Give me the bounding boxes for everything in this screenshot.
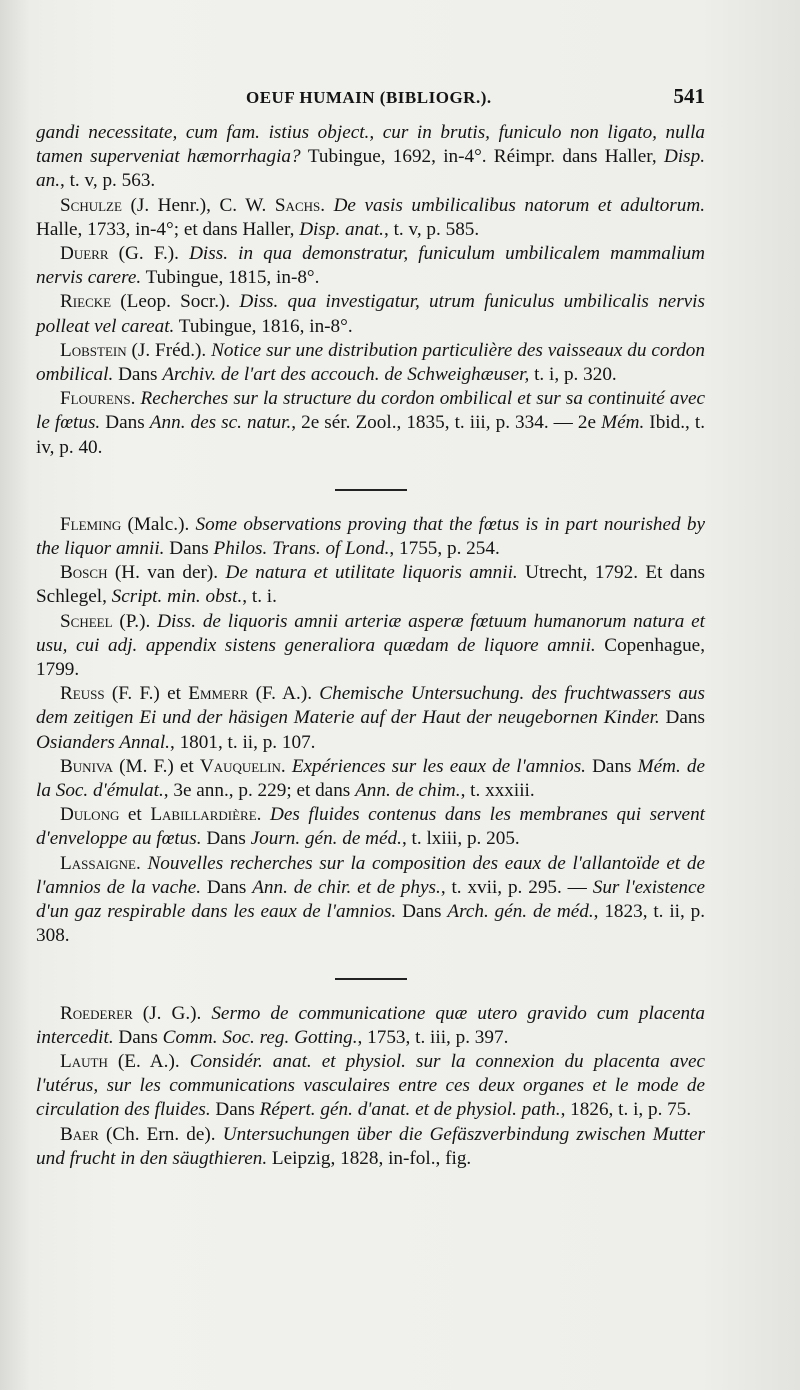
- citation-text: (J. G.).: [132, 1002, 212, 1024]
- citation-text: (F. A.).: [248, 683, 320, 705]
- title-text: Philos. Trans. of Lond.: [213, 538, 390, 560]
- bibliography-entry: [36, 1050, 705, 1123]
- author-name: Schulze: [60, 194, 122, 216]
- citation-text: Tubingue, 1815, in-8°.: [141, 267, 320, 289]
- author-name: Bosch: [60, 562, 108, 584]
- running-head: OEUF HUMAIN (BIBLIOGR.).: [246, 88, 492, 107]
- bibliography-entry: [36, 194, 705, 242]
- title-text: Sermo de communicatione quæ utero gravido cum placenta intercedit.: [36, 1002, 705, 1048]
- citation-text: (J. Henr.), C. W.: [121, 194, 275, 216]
- citation-text: , t. v, p. 585.: [383, 218, 480, 240]
- bibliography-entry: [36, 339, 705, 387]
- title-text: Some observations proving that the fœtus is in part nourished by the liquor amnii.: [36, 513, 705, 560]
- title-text: De vasis umbilicalibus natorum et adultorum.: [333, 194, 706, 216]
- author-name: Baer: [60, 1123, 99, 1145]
- author-name: Fleming: [60, 513, 122, 535]
- citation-text: Dans: [201, 876, 253, 898]
- citation-text: Dans: [659, 707, 705, 729]
- citation-text: , 3e ann., p. 229; et dans: [163, 780, 356, 802]
- section-divider: [335, 978, 407, 980]
- citation-text: (H. van der).: [107, 562, 226, 584]
- citation-text: , 1755, p. 254.: [389, 538, 500, 560]
- title-text: Mém. de la Soc. d'émulat.: [36, 755, 705, 802]
- bibliography-entry: [36, 242, 705, 290]
- author-name: Roederer: [60, 1002, 133, 1024]
- title-text: Script. min. obst.: [111, 586, 243, 608]
- citation-text: Dans: [201, 828, 251, 850]
- author-name: Reuss: [60, 683, 105, 705]
- citation-text: Tubingue, 1816, in-8°.: [174, 315, 353, 337]
- citation-text: , t. i.: [242, 586, 277, 608]
- citation-text: , 2e sér. Zool., 1835, t. iii, p. 334. — 2e: [291, 412, 602, 434]
- title-text: Ann. de chim.: [355, 780, 461, 802]
- title-text: Nouvelles recherches sur la composition des eaux de l'allantoïde et de l'amnios de la vache.: [36, 852, 706, 898]
- citation-text: (Leop. Socr.).: [111, 291, 240, 313]
- title-text: Diss. in qua demonstratur, funiculum umbilicalem mammalium nervis carere.: [36, 243, 705, 289]
- title-text: Des fluides contenus dans les membranes qui servent d'enveloppe au fœtus.: [36, 804, 705, 850]
- citation-text: Leipzig, 1828, in-fol., fig.: [267, 1147, 472, 1169]
- title-text: Ann. des sc. natur.: [149, 412, 292, 434]
- citation-text: , t. xxxiii.: [460, 780, 535, 802]
- citation-text: t. i, p. 320.: [529, 364, 617, 386]
- bibliography-entry: [36, 755, 705, 803]
- citation-text: (M. F.) et: [113, 755, 200, 777]
- title-text: Ann. de chir. et de phys.: [252, 876, 441, 898]
- author-name: Duerr: [60, 243, 109, 265]
- citation-text: (J. Fréd.).: [126, 339, 212, 361]
- author-name: Lobstein: [60, 339, 127, 361]
- bibliography-entry: [36, 852, 705, 949]
- author-name: Vauquelin: [199, 755, 281, 777]
- author-name: Lassaigne: [60, 852, 137, 874]
- citation-text: Halle, 1733, in-4°; et dans Haller,: [36, 218, 300, 240]
- author-name: Buniva: [60, 755, 114, 777]
- title-text: Untersuchungen über die Gefäszverbindung zwischen Mutter und frucht in den säugthieren.: [36, 1123, 705, 1169]
- author-name: Labillardière: [150, 804, 257, 826]
- author-name: Lauth: [60, 1050, 108, 1072]
- author-name: Dulong: [60, 804, 120, 826]
- title-text: Disp. an.: [36, 146, 706, 192]
- title-text: Diss. qua investigatur, utrum funiculus umbilicalis nervis polleat vel careat.: [36, 291, 705, 337]
- bibliography-group: [36, 121, 705, 460]
- citation-text: , 1753, t. iii, p. 397.: [357, 1026, 509, 1048]
- bibliography-entry: [36, 290, 705, 338]
- citation-text: .: [130, 388, 141, 410]
- citation-text: (Malc.).: [121, 513, 196, 535]
- citation-text: Dans: [585, 755, 638, 777]
- title-text: Osianders Annal.: [36, 731, 170, 753]
- bibliography-entry: [36, 387, 705, 460]
- title-text: Mém.: [601, 412, 645, 434]
- bibliography-entry: [36, 513, 705, 561]
- bibliography-entry: [36, 682, 705, 755]
- section-divider: [335, 489, 407, 491]
- title-text: Arch. gén. de méd.: [447, 901, 594, 923]
- title-text: Disp. anat.: [299, 218, 384, 240]
- citation-text: Ibid., t. iv, p. 40.: [36, 412, 705, 458]
- title-text: Recherches sur la structure du cordon ombilical et sur sa continuité avec le fœtus.: [36, 388, 706, 434]
- citation-text: .: [320, 194, 334, 216]
- citation-text: (E. A.).: [107, 1050, 190, 1072]
- bibliography-entry: [36, 561, 705, 609]
- citation-text: Dans: [113, 1026, 163, 1048]
- page-number: 541: [673, 84, 705, 108]
- citation-text: et: [119, 804, 151, 826]
- bibliography-group: [36, 1002, 705, 1171]
- title-text: Archiv. de l'art des accouch. de Schweighæuser,: [162, 364, 530, 386]
- citation-text: .: [256, 804, 270, 826]
- citation-text: (G. F.).: [108, 243, 190, 265]
- citation-text: (P.).: [112, 610, 158, 632]
- bibliography-entry: [36, 1123, 705, 1171]
- bibliography-entry: [36, 121, 705, 194]
- title-text: Diss. de liquoris amnii arteriæ asperæ fœtuum humanorum natura et usu, cui adj. appendix sistens generaliora quædam de liquore amnii.: [36, 610, 705, 656]
- citation-text: , 1801, t. ii, p. 107.: [169, 731, 316, 753]
- title-text: Journ. gén. de méd.: [250, 828, 402, 850]
- title-text: Chemische Untersuchung. des fruchtwassers aus dem zeitigen Ei und der häsigen Materie auf der Haut der neugebornen Kinder.: [36, 683, 705, 729]
- bibliography-text: [36, 121, 705, 1171]
- bibliography-entry: [36, 1002, 705, 1050]
- bibliography-group: [36, 513, 705, 949]
- title-text: De natura et utilitate liquoris amnii.: [225, 562, 518, 584]
- title-text: gandi necessitate, cum fam. istius object., cur in brutis, funiculo non ligato, nulla tamen superveniat hæmorrhagia?: [36, 122, 705, 168]
- page-header: [36, 84, 705, 116]
- citation-text: Copenhague, 1799.: [36, 634, 705, 681]
- citation-text: .: [136, 852, 148, 874]
- citation-text: , t. lxiii, p. 205.: [401, 828, 520, 850]
- citation-text: Dans: [100, 412, 150, 434]
- citation-text: Tubingue, 1692, in-4°. Réimpr. dans Haller,: [307, 146, 664, 168]
- author-name: Sachs: [274, 194, 321, 216]
- citation-text: , 1823, t. ii, p. 308.: [36, 901, 706, 947]
- citation-text: Dans: [210, 1099, 260, 1121]
- citation-text: (Ch. Ern. de).: [98, 1123, 223, 1145]
- author-name: Scheel: [60, 610, 113, 632]
- title-text: Sur l'existence d'un gaz respirable dans les eaux de l'amnios.: [36, 876, 705, 923]
- title-text: Notice sur une distribution particulière des vaisseaux du cordon ombilical.: [36, 339, 705, 386]
- author-name: Flourens: [60, 388, 131, 410]
- citation-text: Dans: [164, 538, 214, 560]
- citation-text: Dans: [396, 901, 448, 923]
- bibliography-entry: [36, 803, 705, 851]
- citation-text: , t. v, p. 563.: [59, 170, 156, 192]
- citation-text: (F. F.) et: [104, 683, 189, 705]
- author-name: Riecke: [60, 291, 112, 313]
- citation-text: Utrecht, 1792. Et dans Schlegel,: [36, 562, 705, 608]
- title-text: Expériences sur les eaux de l'amnios.: [291, 755, 586, 777]
- title-text: Répert. gén. d'anat. et de physiol. path.: [259, 1099, 561, 1121]
- title-text: Considér. anat. et physiol. sur la connexion du placenta avec l'utérus, sur les communications vasculaires entre ces deux organes et le mode de circulation des fluides.: [36, 1050, 705, 1121]
- bibliography-entry: [36, 610, 705, 683]
- citation-text: Dans: [113, 364, 163, 386]
- citation-text: .: [280, 755, 292, 777]
- title-text: Comm. Soc. reg. Gotting.: [162, 1026, 358, 1048]
- citation-text: , t. xvii, p. 295. —: [440, 876, 593, 898]
- citation-text: , 1826, t. i, p. 75.: [560, 1099, 692, 1121]
- author-name: Emmerr: [188, 683, 249, 705]
